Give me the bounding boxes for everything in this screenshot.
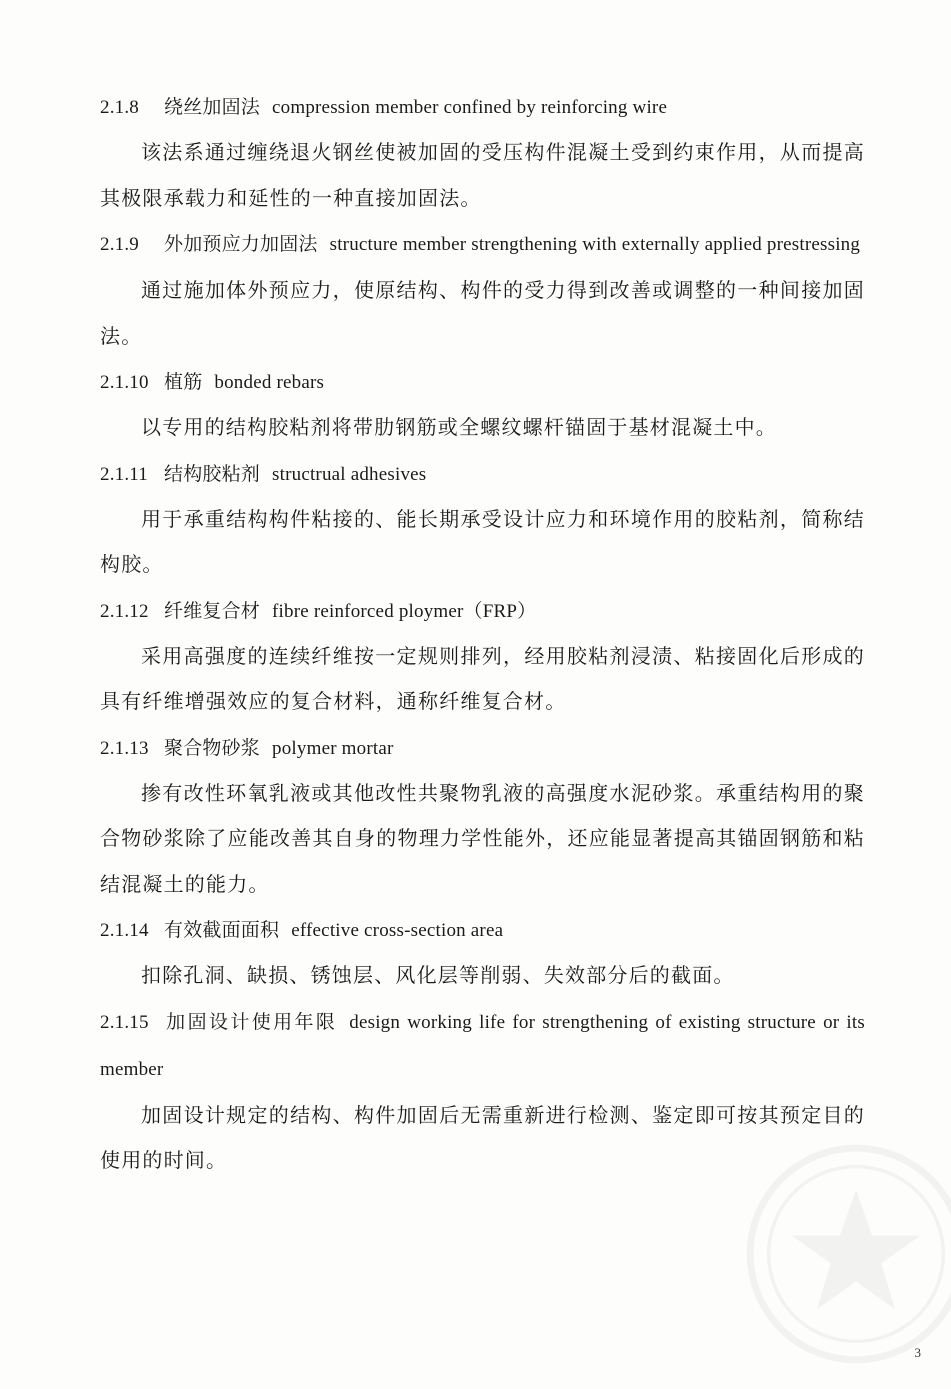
term-definition: 采用高强度的连续纤维按一定规则排列，经用胶粘剂浸渍、粘接固化后形成的具有纤维增强效应的复合材料，通称纤维复合材。 <box>100 643 865 713</box>
term-chinese: 结构胶粘剂 <box>164 462 261 485</box>
term-chinese: 植筋 <box>164 371 203 393</box>
term-english: polymer mortar <box>272 737 394 759</box>
glossary-entry-2-1-14 <box>100 907 865 999</box>
term-chinese: 外加预应力加固法 <box>164 233 318 255</box>
term-chinese: 纤维复合材 <box>164 599 261 622</box>
term-heading <box>100 84 865 130</box>
term-english: structure member strengthening with externally applied prestressing <box>329 234 861 255</box>
term-number: 2.1.12 <box>100 600 149 622</box>
term-number: 2.1.15 <box>100 1011 149 1033</box>
term-number: 2.1.9 <box>100 234 139 255</box>
page-number: 3 <box>914 1345 921 1360</box>
term-number: 2.1.13 <box>100 737 149 759</box>
term-heading <box>100 999 865 1093</box>
glossary-entry-2-1-8 <box>100 84 865 221</box>
term-definition: 掺有改性环氧乳液或其他改性共聚物乳液的高强度水泥砂浆。承重结构用的聚合物砂浆除了应能改善其自身的物理力学性能外，还应能显著提高其锚固钢筋和粘结混凝土的能力。 <box>100 780 865 896</box>
term-chinese: 绕丝加固法 <box>164 96 261 118</box>
term-english: compression member confined by reinforcing wire <box>272 97 668 118</box>
glossary-section <box>100 84 865 1184</box>
term-english: structrual adhesives <box>272 463 427 485</box>
glossary-entry-2-1-12 <box>100 588 865 725</box>
term-number: 2.1.10 <box>100 372 149 393</box>
term-heading <box>100 725 865 771</box>
term-definition: 加固设计规定的结构、构件加固后无需重新进行检测、鉴定即可按其预定目的使用的时间。 <box>100 1102 865 1172</box>
term-heading <box>100 221 865 268</box>
glossary-entry-2-1-9 <box>100 221 865 359</box>
term-chinese: 加固设计使用年限 <box>164 1010 338 1033</box>
term-definition: 以专用的结构胶粘剂将带肋钢筋或全螺纹螺杆锚固于基材混凝土中。 <box>141 415 777 439</box>
term-heading <box>100 359 865 405</box>
term-heading <box>100 451 865 497</box>
term-heading <box>100 588 865 634</box>
term-number: 2.1.8 <box>100 97 139 118</box>
term-definition: 该法系通过缠绕退火钢丝使被加固的受压构件混凝土受到约束作用，从而提高其极限承载力和延性的一种直接加固法。 <box>100 140 865 210</box>
term-english: bonded rebars <box>214 372 325 393</box>
term-definition: 扣除孔洞、缺损、锈蚀层、风化层等削弱、失效部分后的截面。 <box>141 963 735 987</box>
term-definition: 通过施加体外预应力，使原结构、构件的受力得到改善或调整的一种间接加固法。 <box>100 278 865 348</box>
glossary-entry-2-1-11 <box>100 451 865 588</box>
term-chinese: 有效截面面积 <box>164 919 280 941</box>
glossary-entry-2-1-10 <box>100 359 865 451</box>
term-number: 2.1.14 <box>100 920 149 941</box>
term-number: 2.1.11 <box>100 463 148 485</box>
watermark-seal-icon <box>741 1139 951 1369</box>
term-english: fibre reinforced ploymer（FRP） <box>272 600 537 622</box>
glossary-entry-2-1-13 <box>100 725 865 908</box>
term-definition: 用于承重结构构件粘接的、能长期承受设计应力和环境作用的胶粘剂，简称结构胶。 <box>100 506 865 576</box>
term-chinese: 聚合物砂浆 <box>164 736 261 759</box>
term-english: design working life for strengthening of existing structure or its member <box>100 1011 865 1080</box>
term-english: effective cross-section area <box>291 920 504 941</box>
term-heading <box>100 907 865 953</box>
